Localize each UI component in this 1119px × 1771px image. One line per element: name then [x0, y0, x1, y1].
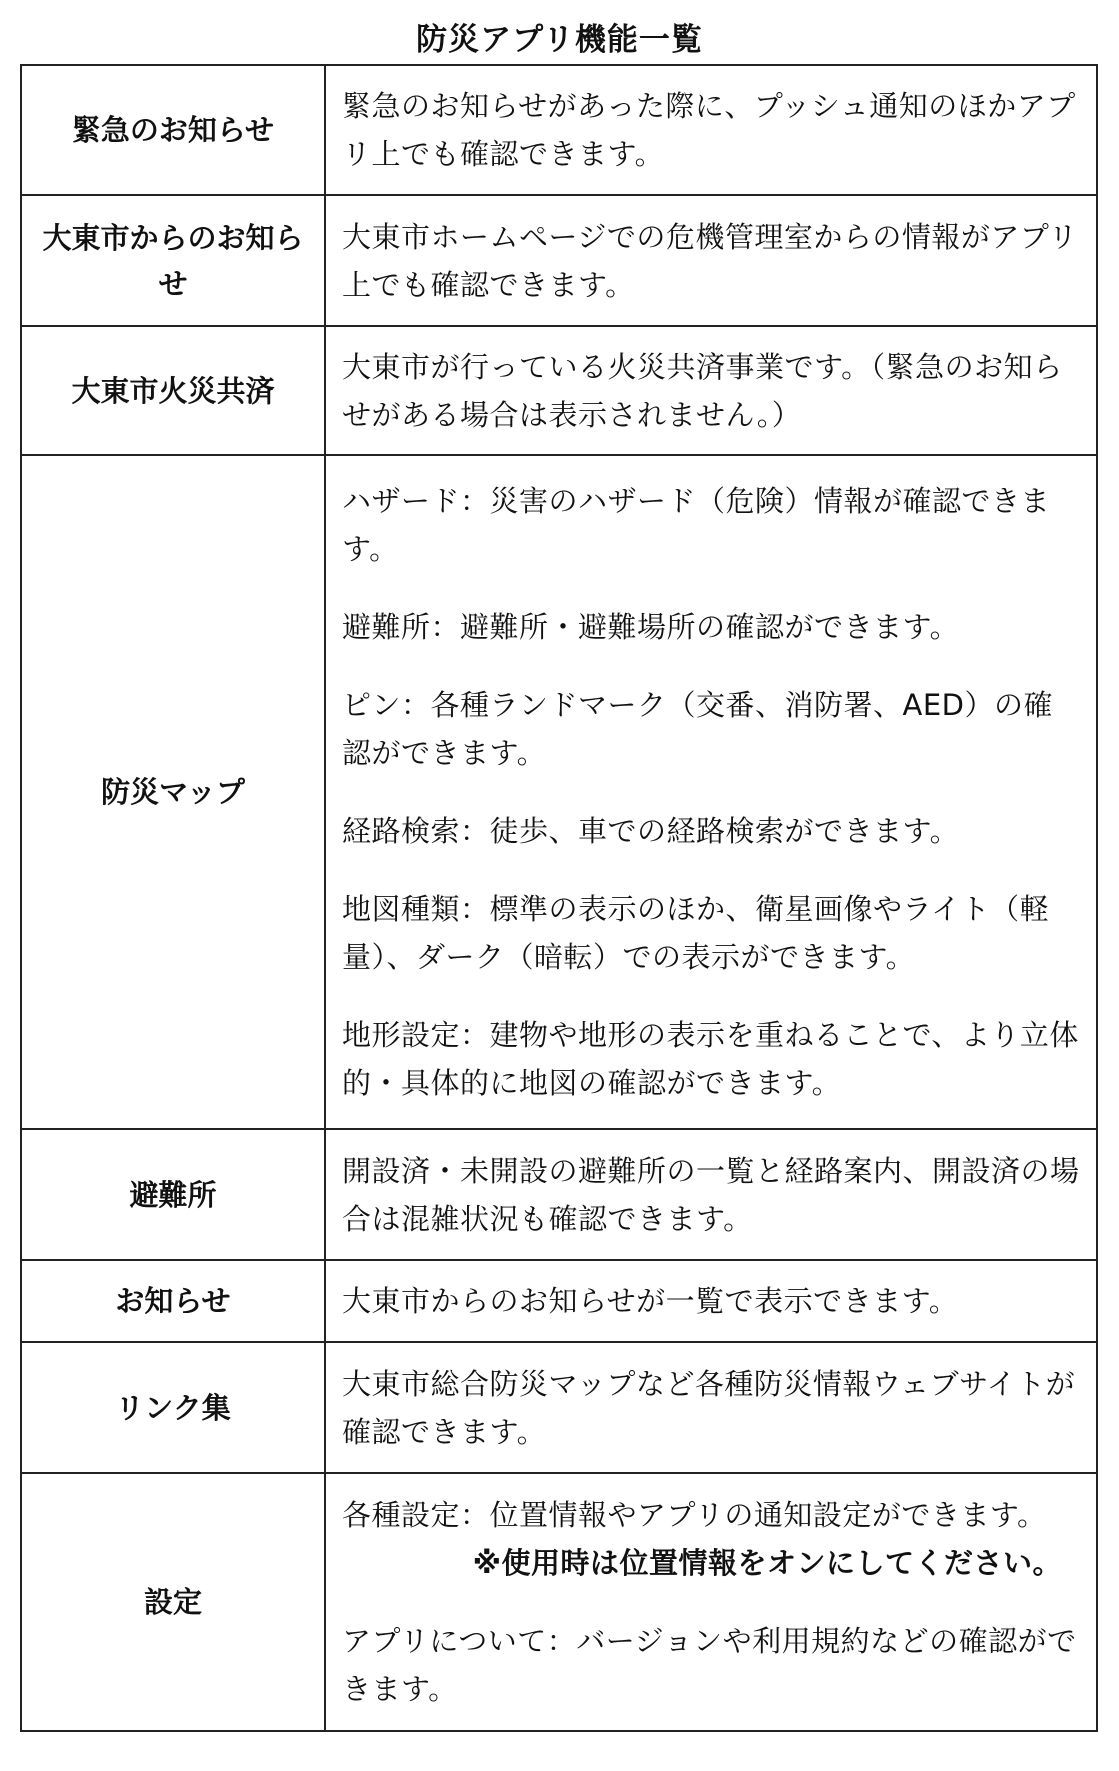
description-text: 大東市ホームページでの危機管理室からの情報がアプリ上でも確認できます。	[342, 219, 1078, 302]
table-row-links	[21, 1342, 1097, 1473]
description-hazard: ハザード：災害のハザード（危険）情報が確認できます。	[342, 484, 1051, 566]
feature-name: 大東市からのお知らせ	[21, 195, 325, 326]
description-route-search: 経路検索：徒歩、車での経路検索ができます。	[342, 814, 960, 848]
description-text: 大東市総合防災マップなど各種防災情報ウェブサイトが確認できます。	[342, 1366, 1076, 1449]
table-row-disaster-map	[21, 455, 1097, 1129]
description-pin: ピン：各種ランドマーク（交番、消防署、AED）の確認ができます。	[342, 688, 1053, 770]
table-row-fire-mutual-aid	[21, 326, 1097, 455]
description-map-type: 地図種類：標準の表示のほか、衛星画像やライト（軽量）、ダーク（暗転）での表示ができます。	[342, 892, 1050, 974]
description-about-app: アプリについて：バージョンや利用規約などの確認ができます。	[342, 1624, 1077, 1706]
feature-name: 大東市火災共済	[21, 326, 325, 455]
description-settings: 各種設定：位置情報やアプリの通知設定ができます。	[342, 1498, 1047, 1532]
table-row-emergency-notice	[21, 65, 1097, 195]
location-note: ※使用時は位置情報をオンにしてください。	[472, 1546, 1062, 1580]
feature-description	[325, 65, 1097, 195]
description-text: 開設済・未開設の避難所の一覧と経路案内、開設済の場合は混雑状況も確認できます。	[342, 1153, 1080, 1236]
feature-description	[325, 1260, 1097, 1342]
description-terrain: 地形設定：建物や地形の表示を重ねることで、より立体的・具体的に地図の確認ができます。	[342, 1018, 1079, 1100]
feature-description	[325, 455, 1097, 1129]
table-row-city-news	[21, 195, 1097, 326]
page-title: 防災アプリ機能一覧	[416, 22, 703, 58]
description-text: 大東市からのお知らせが一覧で表示できます。	[342, 1284, 959, 1318]
feature-name: 設定	[21, 1473, 325, 1731]
feature-description	[325, 1473, 1097, 1731]
feature-description	[325, 1342, 1097, 1473]
table-row-settings	[21, 1473, 1097, 1731]
feature-name: 避難所	[21, 1129, 325, 1260]
description-settings-block	[342, 1491, 1080, 1587]
table-row-shelter	[21, 1129, 1097, 1260]
table-row-notices	[21, 1260, 1097, 1342]
feature-description	[325, 1129, 1097, 1260]
feature-name: リンク集	[21, 1342, 325, 1473]
feature-name: 緊急のお知らせ	[21, 65, 325, 195]
feature-description	[325, 195, 1097, 326]
feature-table	[20, 64, 1098, 1732]
description-text: 大東市が行っている火災共済事業です。（緊急のお知らせがある場合は表示されません。）	[342, 349, 1063, 432]
description-text: 緊急のお知らせがあった際に、プッシュ通知のほかアプリ上でも確認できます。	[342, 89, 1076, 171]
feature-name: 防災マップ	[21, 455, 325, 1129]
feature-description	[325, 326, 1097, 455]
description-shelter: 避難所：避難所・避難場所の確認ができます。	[342, 610, 960, 644]
feature-name: お知らせ	[21, 1260, 325, 1342]
